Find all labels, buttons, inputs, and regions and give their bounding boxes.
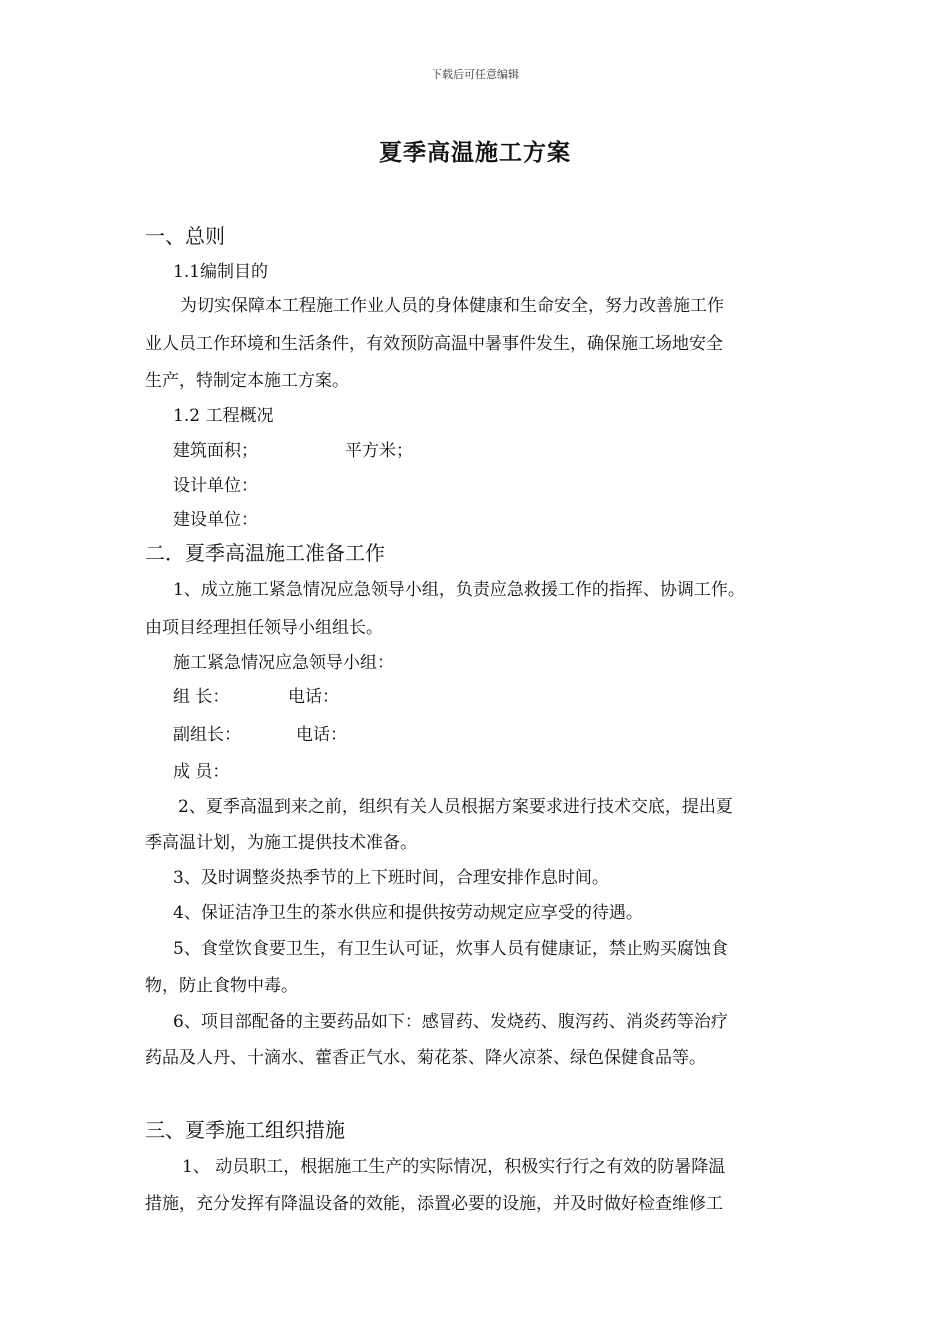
- paragraph-line: 药品及人丹、十滴水、藿香正气水、菊花茶、降火凉茶、绿色保健食品等。: [145, 1048, 706, 1068]
- paragraph-line: 3、及时调整炎热季节的上下班时间，合理安排作息时间。: [173, 868, 609, 888]
- paragraph-line: 生产，特制定本施工方案。: [145, 371, 349, 391]
- section-heading-organization: 三、夏季施工组织措施: [145, 1118, 345, 1142]
- paragraph-line: 2、夏季高温到来之前，组织有关人员根据方案要求进行技术交底，提出夏: [178, 797, 733, 817]
- paragraph-line: 季高温计划，为施工提供技术准备。: [145, 833, 417, 853]
- paragraph-line: 物，防止食物中毒。: [145, 976, 298, 996]
- paragraph-line: 措施，充分发挥有降温设备的效能，添置必要的设施，并及时做好检查维修工: [145, 1194, 723, 1214]
- paragraph-line: 5、食堂饮食要卫生，有卫生认可证，炊事人员有健康证，禁止购买腐蚀食: [173, 939, 728, 959]
- paragraph-line: 业人员工作环境和生活条件，有效预防高温中暑事件发生，确保施工场地安全: [145, 334, 723, 354]
- subsection-purpose: 1.1编制目的: [173, 262, 269, 282]
- paragraph-line: 6、项目部配备的主要药品如下：感冒药、发烧药、腹泻药、消炎药等治疗: [173, 1012, 728, 1032]
- deputy-label: 副组长：: [173, 725, 241, 745]
- building-area-unit: 平方米；: [345, 441, 413, 461]
- design-unit-label: 设计单位：: [173, 476, 258, 496]
- members-label: 成 员：: [173, 762, 230, 782]
- deputy-phone-label: 电话：: [296, 725, 347, 745]
- subsection-overview: 1.2 工程概况: [173, 406, 274, 426]
- paragraph-line: 4、保证洁净卫生的茶水供应和提供按劳动规定应享受的待遇。: [173, 903, 643, 923]
- group-title: 施工紧急情况应急领导小组：: [173, 653, 394, 673]
- paragraph-line: 由项目经理担任领导小组组长。: [145, 618, 383, 638]
- building-area-label: 建筑面积；: [173, 441, 258, 461]
- leader-label: 组 长：: [173, 687, 230, 707]
- section-heading-general: 一、总则: [145, 224, 225, 248]
- paragraph-line: 1、 动员职工，根据施工生产的实际情况，积极实行行之有效的防暑降温: [182, 1157, 726, 1177]
- paragraph-line: 为切实保障本工程施工作业人员的身体健康和生命安全，努力改善施工作: [180, 296, 724, 316]
- section-heading-preparation: 二．夏季高温施工准备工作: [145, 541, 385, 565]
- document-title: 夏季高温施工方案: [379, 139, 571, 166]
- leader-phone-label: 电话：: [288, 687, 339, 707]
- construction-unit-label: 建设单位：: [173, 510, 258, 530]
- paragraph-line: 1、成立施工紧急情况应急领导小组，负责应急救援工作的指挥、协调工作。: [173, 580, 745, 600]
- page-header: 下载后可任意编辑: [431, 68, 519, 81]
